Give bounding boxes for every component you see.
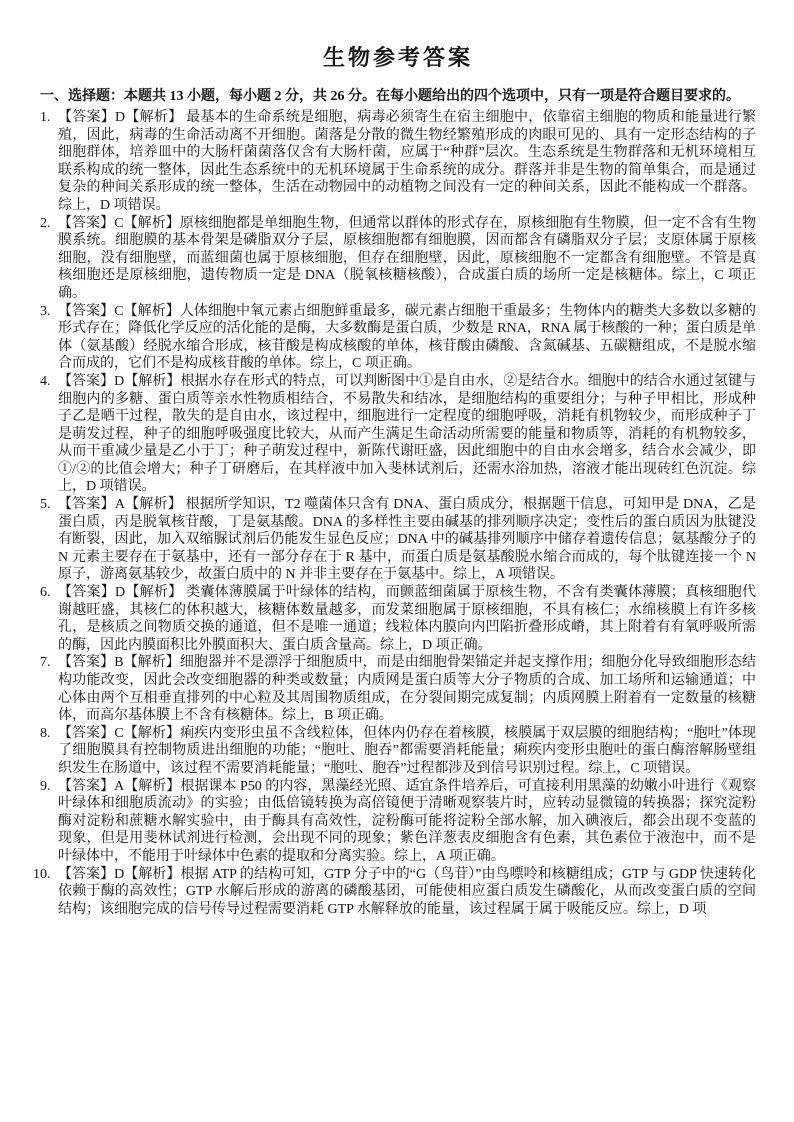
- answer-letter: A: [114, 778, 125, 794]
- answer-item: [40, 725, 756, 778]
- answer-list: [33, 109, 757, 918]
- answer-label: 【答案】: [58, 497, 115, 513]
- answer-letter: D: [114, 373, 125, 389]
- answer-item: [40, 373, 756, 496]
- answer-label: 【答案】: [58, 585, 116, 601]
- answer-label: 【答案】: [58, 866, 115, 882]
- analysis-text: 根据 ATP 的结构可知，GTP 分子中的“G（鸟苷）”由鸟嘌呤和核糖组成；GTP 与 GDP 快速转化依赖于酶的高效性；GTP 水解后形成的游离的磷酸基团，可能使相应蛋白质发生磷酸化，从而改变蛋白质的空间结构；该细胞完成的信号传导过程需要消耗 GTP 水解释放的能量，该过程属于属于吸能反应。综上，D 项: [58, 866, 757, 917]
- answer-label: 【答案】: [58, 303, 115, 319]
- answer-item: [40, 215, 756, 303]
- answer-paragraph: [58, 725, 756, 778]
- analysis-label: 【解析】: [123, 655, 180, 671]
- question-number: 6.: [40, 585, 51, 601]
- analysis-text: 类囊体薄膜属于叶绿体的结构，而颤蓝细菌属于原核生物，不含有类囊体薄膜；真核细胞代谢越旺盛，其核仁的体积越大，核糖体数量越多，而发菜细胞属于原核细胞，不具有核仁；水绵核膜上有许多核孔，是核质之间物质交换的通道，但不是唯一通道；线粒体内膜向内凹陷折叠形成嵴，其上附着有有氧呼吸所需的酶，因此内膜面积比外膜面积大、蛋白质含量高。综上，D 项正确。: [58, 585, 757, 653]
- answer-paragraph: [58, 373, 756, 496]
- analysis-label: 【解析】: [124, 373, 181, 389]
- answer-label: 【答案】: [58, 110, 116, 125]
- analysis-text: 人体细胞中氧元素占细胞鲜重最多，碳元素占细胞干重最多；生物体内的糖类大多数以多糖的形式存在；降低化学反应的活化能的是酶，大多数酶是蛋白质，少数是 RNA，RNA 属于核酸的一种；蛋白质是单体（氨基酸）经脱水缩合形成，核苷酸是构成核酸的单体，核苷酸由磷酸、含氮碱基、五碳糖组成，不是脱水缩合而成的，它们不是构成核苷酸的单体。综上，C 项正确。: [58, 303, 757, 372]
- answer-label: 【答案】: [58, 778, 115, 794]
- analysis-text: 根据课本 P50 的内容，黑藻经光照、适宜条件培养后，可直接利用黑藻的幼嫩小叶进行《观察叶绿体和细胞质流动》的实验；由低倍镜转换为高倍镜便于清晰观察装片时，应转动显微镜的转换器；探究淀粉酶对淀粉和蔗糖水解实验中，由于酶具有高效性，淀粉酶可能将淀粉全部水解，加入碘液后，都会出现不变蓝的现象，但是用斐林试剂进行检测，会出现不同的现象；紫色洋葱表皮细胞含有色素，其色素位于液泡中，而不是叶绿体中，不能用于叶绿体中色素的提取和分离实验。综上，A 项正确。: [58, 778, 757, 864]
- analysis-label: 【解析】: [123, 215, 180, 231]
- answer-item: [40, 584, 756, 654]
- analysis-label: 【解析】: [124, 866, 181, 882]
- question-number: 5.: [40, 497, 51, 513]
- answer-paragraph: [58, 303, 756, 373]
- answer-paragraph: [58, 866, 756, 919]
- analysis-label: 【解析】: [123, 303, 180, 319]
- question-number: 3.: [40, 303, 51, 319]
- analysis-text: 根据水存在形式的特点，可以判断图中①是自由水，②是结合水。细胞中的结合水通过氢键与细胞内的多糖、蛋白质等亲水性物质相结合，不易散失和结冰，是细胞结构的重要组分；与种子甲相比，形成种子乙是晒干过程，散失的是自由水，该过程中，细胞进行一定程度的细胞呼吸，消耗有机物较少，而形成种子丁是萌发过程，种子的细胞呼吸强度比较大，从而产生满足生命活动所需要的能量和物质等，消耗的有机物较多，从而干重减少量是乙小于丁；种子萌发过程中，新陈代谢旺盛，因此细胞中的自由水会增多，结合水会减少，即①/②的比值会增大；种子丁研磨后，在其样液中加入斐林试剂后，还需水浴加热，溶液才能出现砖红色沉淀。综上，D 项错误。: [58, 373, 757, 495]
- analysis-label: 【解析】: [124, 497, 182, 513]
- page-title: 生物参考答案: [322, 45, 473, 70]
- answer-item: [33, 866, 757, 919]
- answer-letter: B: [114, 655, 124, 671]
- answer-paragraph: [58, 654, 756, 724]
- answer-label: 【答案】: [58, 725, 115, 741]
- answer-label: 【答案】: [58, 373, 115, 389]
- answer-label: 【答案】: [58, 215, 115, 231]
- answer-paragraph: [58, 215, 756, 303]
- answer-item: [40, 496, 756, 584]
- answer-paragraph: [58, 584, 756, 654]
- section-header: 一、选择题：本题共 13 小题，每小题 2 分，共 26 分。在每小题给出的四个选项中，只有一项是符合题目要求的。: [40, 89, 740, 104]
- answer-letter: D: [115, 585, 126, 601]
- analysis-label: 【解析】: [125, 585, 183, 601]
- answer-letter: C: [114, 725, 124, 741]
- analysis-text: 最基本的生命系统是细胞，病毒必须寄生在宿主细胞中，依靠宿主细胞的物质和能量进行繁殖，因此，病毒的生命活动离不开细胞。菌落是分散的微生物经繁殖形成的肉眼可见的、具有一定形态结构的子细胞群体，培养皿中的大肠杆菌菌落仅含有大肠杆菌，应属于“种群”层次。生态系统是生物群落和无机环境相互联系构成的统一整体，因此生态系统中的无机环境属于生命系统的成分。群落并非是生物的简单集合，而是通过复杂的种间关系形成的统一整体，生活在动物园中的动植物之间没有一定的种间关系，因此不能构成一个群落。综上，D 项错误。: [58, 110, 757, 213]
- answer-letter: C: [114, 215, 124, 231]
- question-number: 8.: [40, 725, 51, 741]
- question-number: 4.: [40, 373, 51, 389]
- answer-paragraph: [58, 109, 756, 215]
- answer-item: [40, 654, 756, 724]
- question-number: 2.: [40, 215, 51, 231]
- question-number: 10.: [33, 866, 51, 882]
- analysis-text: 细胞器并不是漂浮于细胞质中，而是由细胞骨架锚定并起支撑作用；细胞分化导致细胞形态结构功能改变，因此会改变细胞器的种类或数量；内质网是蛋白质等大分子物质的合成、加工场所和运输通道；中心体由两个互相垂直排列的中心粒及其周围物质组成，在分裂间期完成复制；内质网膜上附着有一定数量的核糖体，而高尔基体膜上不含有核糖体。综上，B 项正确。: [58, 655, 757, 724]
- answer-paragraph: [58, 778, 756, 866]
- question-number: 9.: [40, 778, 51, 794]
- analysis-text: 原核细胞都是单细胞生物，但通常以群体的形式存在，原核细胞有生物膜，但一定不含有生物膜系统。细胞膜的基本骨架是磷脂双分子层，原核细胞都有细胞膜，因而都含有磷脂双分子层；支原体属于原核细胞，没有细胞壁，而蓝细菌也属于原核细胞，但存在细胞壁，因此，原核细胞不一定都含有细胞壁。不管是真核细胞还是原核细胞，遗传物质一定是 DNA（脱氧核糖核酸），合成蛋白质的场所一定是核糖体。综上，C 项正确。: [58, 215, 757, 301]
- question-number: 7.: [40, 655, 51, 671]
- answer-letter: D: [114, 866, 125, 882]
- answer-letter: D: [115, 110, 126, 125]
- analysis-text: 痢疾内变形虫虽不含线粒体，但体内仍存在着核膜，核膜属于双层膜的细胞结构；“胞吐”体现了细胞膜具有控制物质进出细胞的功能；“胞吐、胞吞”都需要消耗能量；痢疾内变形虫胞吐的蛋白酶溶解肠壁组织发生在肠道中，该过程不需要消耗能量；“胞吐、胞吞”过程都涉及到信号识别过程。综上，C 项错误。: [58, 725, 757, 776]
- answer-item: [40, 303, 756, 373]
- question-number: 1.: [40, 110, 51, 125]
- answer-paragraph: [58, 496, 756, 584]
- answer-letter: C: [114, 303, 124, 319]
- analysis-text: 根据所学知识，T2 噬菌体只含有 DNA、蛋白质成分，根据题干信息，可知甲是 DNA，乙是蛋白质，丙是脱氧核苷酸，丁是氨基酸。DNA 的多样性主要由碱基的排列顺序决定；变性后的蛋白质因为肽键没有断裂，因此，加入双缩脲试剂后仍能发生显色反应；DNA 中的碱基排列顺序中储存着遗传信息；氨基酸分子的 N 元素主要存在于氨基中，还有一部分存在于 R 基中，而蛋白质是氨基酸脱水缩合而成的，每个肽键连接一个 N 原子，游离氨基较少，故蛋白质中的 N 并非主要存在于氨基中。综上，A 项错误。: [58, 497, 757, 583]
- answer-label: 【答案】: [58, 655, 115, 671]
- analysis-label: 【解析】: [125, 110, 183, 125]
- analysis-label: 【解析】: [124, 778, 181, 794]
- answer-letter: A: [114, 497, 125, 513]
- answer-item: [40, 109, 756, 215]
- answer-item: [40, 778, 756, 866]
- analysis-label: 【解析】: [123, 725, 181, 741]
